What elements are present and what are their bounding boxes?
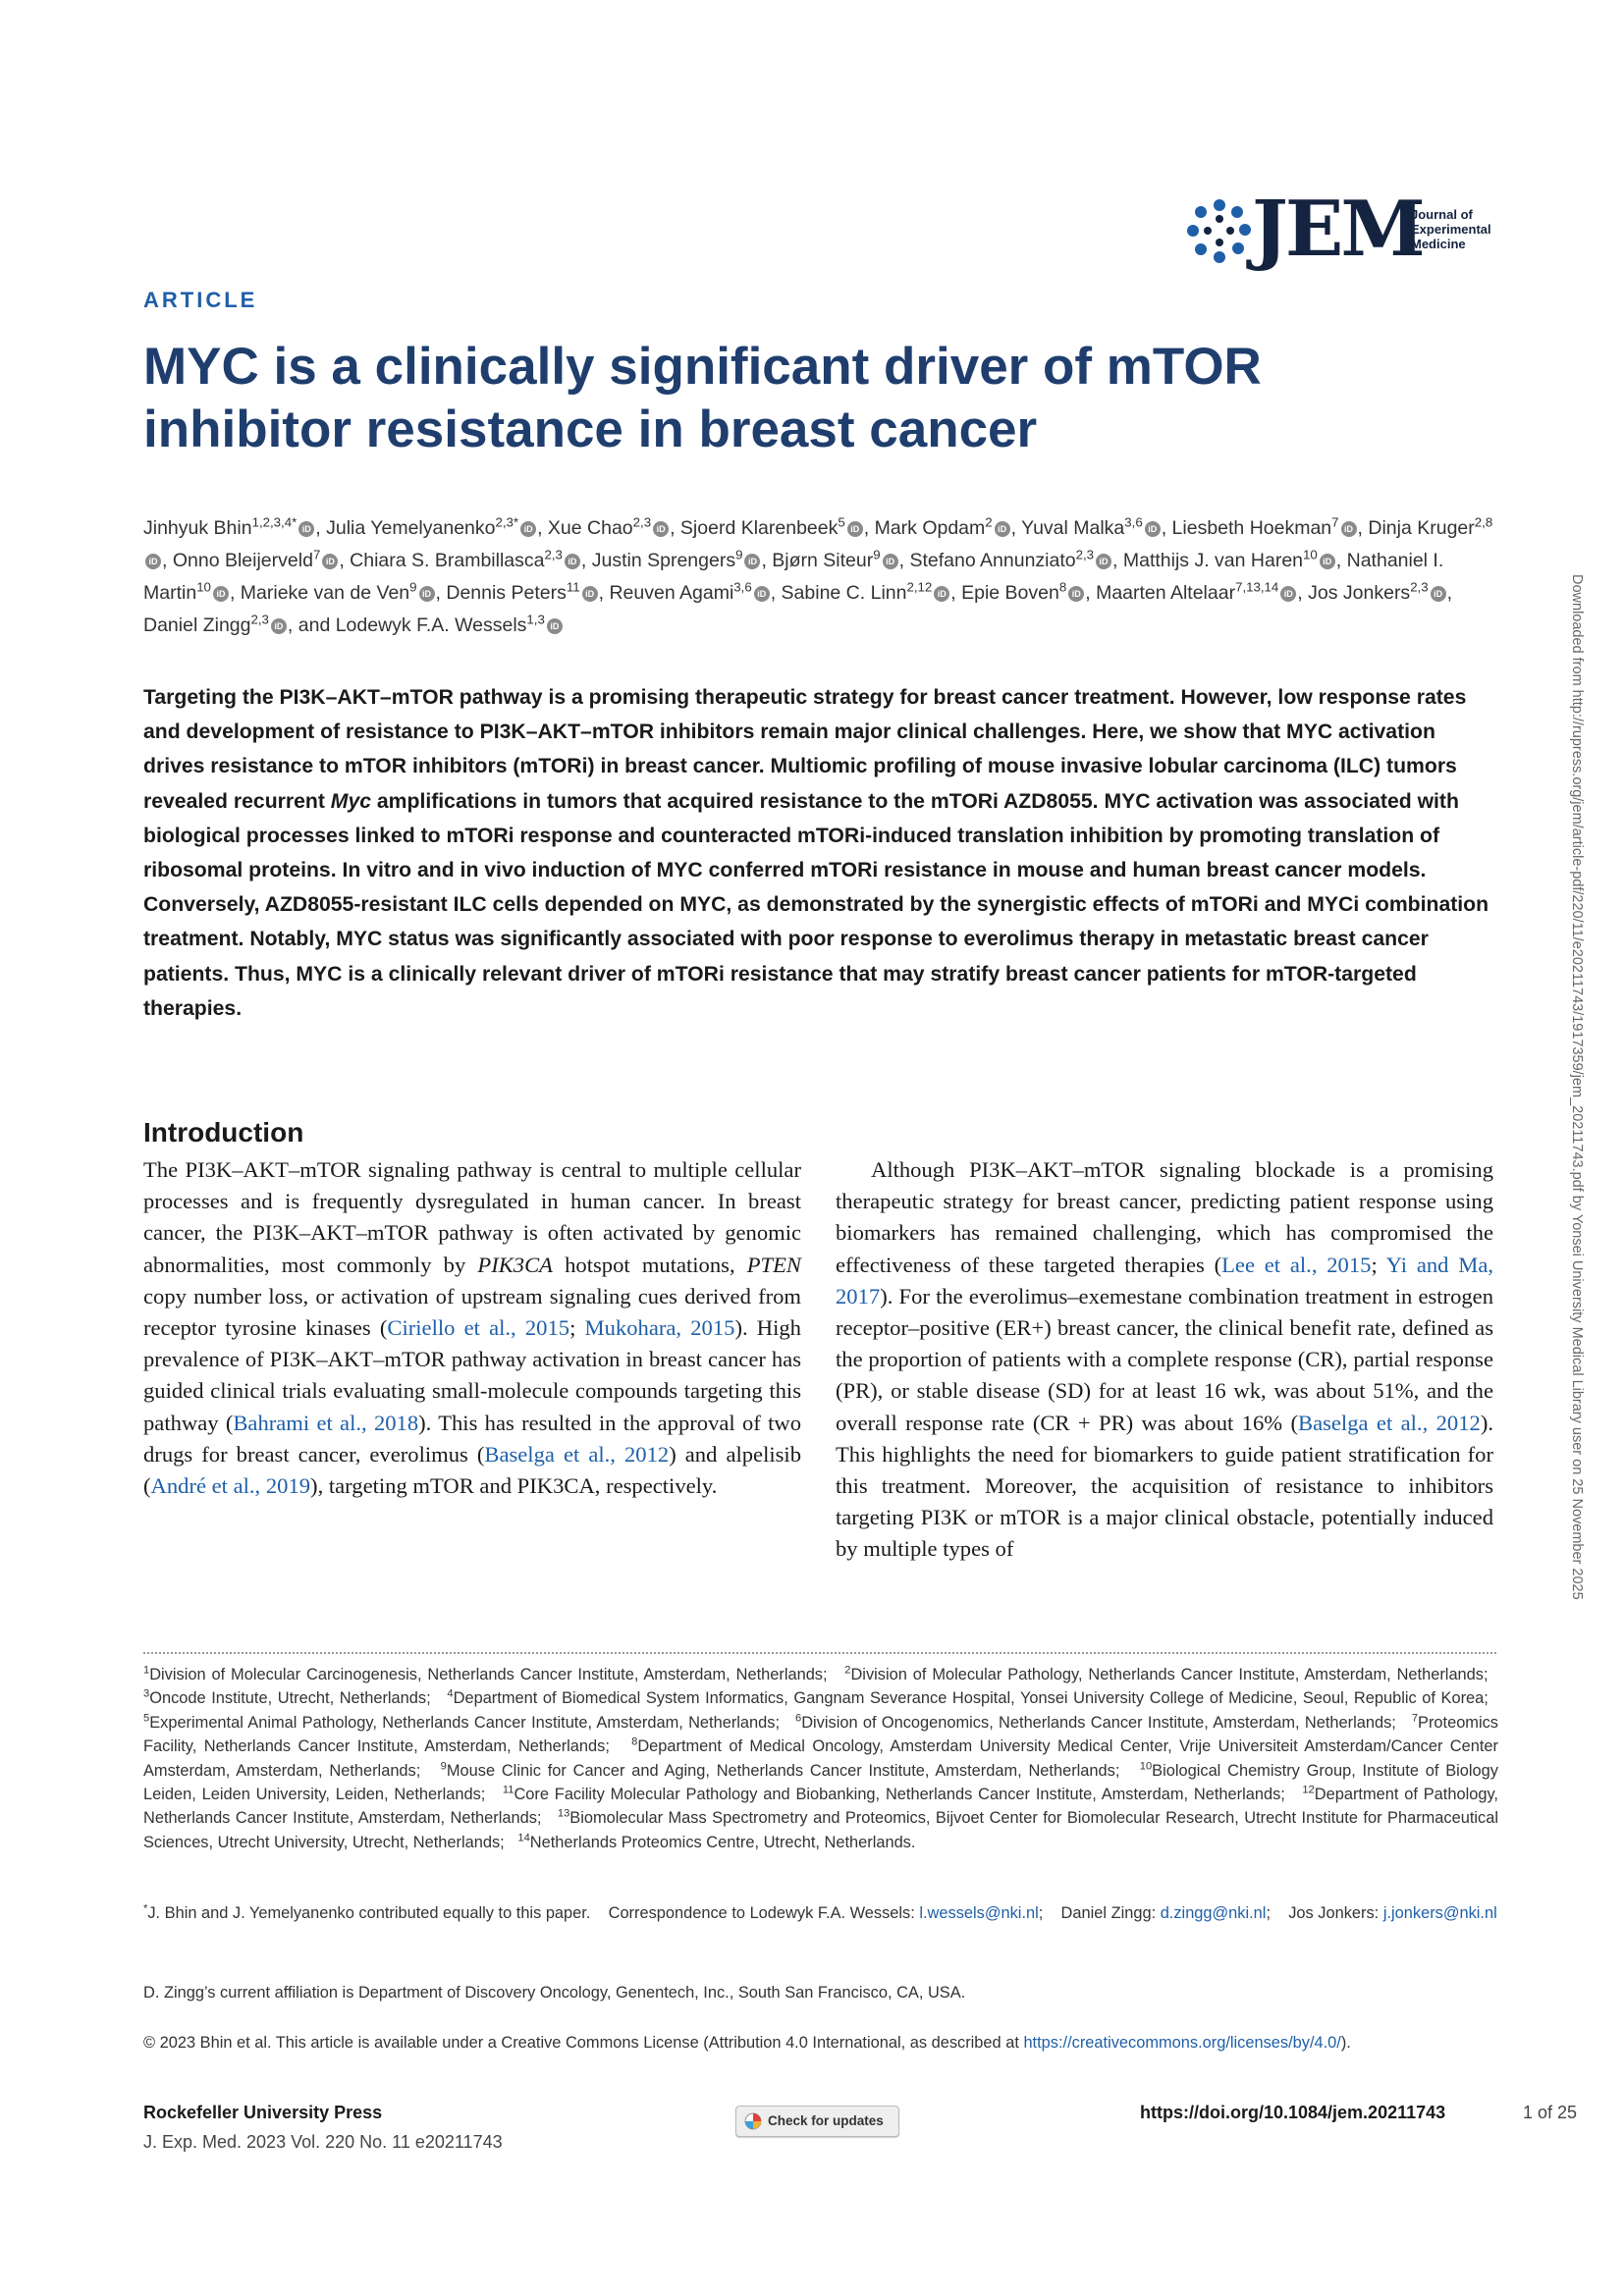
jem-logo-fullname: Journal of Experimental Medicine bbox=[1411, 207, 1491, 251]
citation-link[interactable]: André et al., 2019 bbox=[150, 1473, 311, 1499]
author-affiliation-marker: 10 bbox=[1303, 547, 1318, 562]
affiliation: $^{12}$Department of Pathology, Netherlands Cancer Institute, Amsterdam, Netherlands; bbox=[143, 1784, 1498, 1828]
author: Jinhyuk Bhin$^{1,2,3,4*}$ iD , bbox=[143, 514, 327, 539]
license-link[interactable]: https://creativecommons.org/licenses/by/4.0/ bbox=[1023, 2034, 1341, 2052]
publisher-name: Rockefeller University Press bbox=[143, 2103, 383, 2122]
author-affiliation-marker: 8 bbox=[1058, 579, 1067, 595]
author-name: Matthijs J. van Haren bbox=[1122, 550, 1304, 571]
citation-link[interactable]: Baselga et al., 2012 bbox=[1298, 1410, 1481, 1435]
author-name: Nathaniel I. Martin bbox=[143, 550, 1444, 604]
author-name: Mark Opdam bbox=[874, 517, 986, 539]
author-affiliation-marker: 1,3 bbox=[526, 612, 545, 627]
orcid-icon[interactable]: iD bbox=[520, 521, 536, 537]
author: Sjoerd Klarenbeek$^5$ iD , bbox=[679, 514, 875, 539]
author-affiliation-marker: 7,13,14 bbox=[1235, 579, 1279, 595]
check-updates-label: Check for updates bbox=[768, 2113, 884, 2128]
author-affiliation-marker: 9 bbox=[735, 547, 743, 562]
orcid-icon[interactable]: iD bbox=[934, 586, 949, 602]
author: Reuven Agami$^{3,6}$ iD , bbox=[609, 579, 782, 604]
journal-citation: J. Exp. Med. 2023 Vol. 220 No. 11 e20211743 bbox=[143, 2132, 503, 2152]
email-link[interactable]: j.jonkers@nki.nl bbox=[1382, 1904, 1497, 1922]
author-name: Jos Jonkers bbox=[1308, 582, 1411, 604]
author-name: Dinja Kruger bbox=[1368, 517, 1475, 539]
author: Stefano Annunziato$^{2,3}$ iD , bbox=[909, 547, 1123, 571]
citation-link[interactable]: Mukohara, 2015 bbox=[584, 1315, 735, 1341]
section-heading-introduction: Introduction bbox=[143, 1117, 304, 1148]
author: Onno Bleijerveld$^7$ iD , bbox=[172, 547, 351, 571]
page-number: 1 of 25 bbox=[1523, 2103, 1578, 2122]
jem-logo-wordmark: JEM bbox=[1252, 185, 1423, 274]
orcid-icon[interactable]: iD bbox=[145, 554, 161, 569]
author-name: Justin Sprengers bbox=[591, 550, 736, 571]
affiliation: $^6$Division of Oncogenomics, Netherlands Cancer Institute, Amsterdam, Netherlands; bbox=[794, 1712, 1396, 1732]
author: Nathaniel I. Martin$^{10}$ iD , bbox=[143, 550, 1444, 604]
author-affiliation-marker: 7 bbox=[1331, 514, 1339, 530]
author-affiliation-marker: 2,3 bbox=[1075, 547, 1095, 562]
author-affiliation-marker: 9 bbox=[409, 579, 417, 595]
check-updates-icon bbox=[744, 2112, 762, 2130]
affiliation: $^3$Oncode Institute, Utrecht, Netherlands; bbox=[143, 1687, 431, 1708]
author: Julia Yemelyanenko$^{2,3*}$ iD , bbox=[326, 514, 548, 539]
author: Matthijs J. van Haren$^{10}$ iD , bbox=[1122, 547, 1347, 571]
author-affiliation-marker: 7 bbox=[312, 547, 321, 562]
author-name: Yuval Malka bbox=[1021, 517, 1125, 539]
author: Chiara S. Brambillasca$^{2,3}$ iD , bbox=[350, 547, 592, 571]
author: and Lodewyk F.A. Wessels$^{1,3}$ iD bbox=[298, 614, 564, 636]
author-name: Julia Yemelyanenko bbox=[326, 517, 496, 539]
abstract: Targeting the PI3K–AKT–mTOR pathway is a promising therapeutic strategy for breast cancer treatment. However, low response rates and development of resistance to PI3K–AKT–mTOR inhibitors remain major clinical challenges. Here, we show that MYC activation drives resistance to mTOR inhibitors (mTORi) in breast cancer. Multiomic profiling of mouse invasive lobular carcinoma (ILC) tumors revealed recurrent Myc amplifications in tumors that acquired resistance to the mTORi AZD8055. MYC activation was associated with biological processes linked to mTORi response and counteracted mTORi-induced translation inhibition by promoting translation of ribosomal proteins. In vitro and in vivo induction of MYC conferred mTORi resistance in mouse and human breast cancer models. Conversely, AZD8055-resistant ILC cells depended on MYC, as demonstrated by the synergistic effects of mTORi and MYCi combination treatment. Notably, MYC status was significantly associated with poor response to everolimus therapy in metastatic breast cancer patients. Thus, MYC is a clinically relevant driver of mTORi resistance that may stratify breast cancer patients for mTOR-targeted therapies. bbox=[143, 686, 1489, 1020]
orcid-icon[interactable]: iD bbox=[883, 554, 898, 569]
download-notice: Downloaded from http://rupress.org/jem/article-pdf/220/11/e20211743/1917359/jem_20211743.pdf by Yonsei University Medical Library user on 25 November 2025 bbox=[1569, 574, 1585, 1600]
orcid-icon[interactable]: iD bbox=[1096, 554, 1111, 569]
license-note: © 2023 Bhin et al. This article is available under a Creative Commons License (Attribution 4.0 International, as described at https://creativecommons.org/licenses/by/4.0/). bbox=[143, 2034, 1351, 2052]
author-name: Chiara S. Brambillasca bbox=[350, 550, 545, 571]
citation-link[interactable]: Ciriello et al., 2015 bbox=[387, 1315, 570, 1341]
author: Dennis Peters$^{11}$ iD , bbox=[446, 579, 610, 604]
author-affiliation-marker: 2,3 bbox=[1410, 579, 1429, 595]
affiliation: $^9$Mouse Clinic for Cancer and Aging, Netherlands Cancer Institute, Amsterdam, Netherlands; bbox=[440, 1760, 1120, 1780]
orcid-icon[interactable]: iD bbox=[1280, 586, 1296, 602]
author: Maarten Altelaar$^{7,13,14}$ iD , bbox=[1096, 579, 1309, 604]
article-type-label: ARTICLE bbox=[143, 288, 258, 312]
affiliation: $^7$Proteomics Facility, Netherlands Cancer Institute, Amsterdam, Netherlands; bbox=[143, 1712, 1498, 1756]
orcid-icon[interactable]: iD bbox=[1431, 586, 1446, 602]
affiliations bbox=[143, 1663, 1498, 1854]
author: Marieke van de Ven$^9$ iD , bbox=[240, 579, 447, 604]
author: Justin Sprengers$^9$ iD , bbox=[591, 547, 773, 571]
orcid-icon[interactable]: iD bbox=[1068, 586, 1084, 602]
author: Jos Jonkers$^{2,3}$ iD , bbox=[1308, 579, 1453, 604]
affiliation: $^4$Department of Biomedical System Informatics, Gangnam Severance Hospital, Yonsei University College of Medicine, Seoul, Republic of Korea; bbox=[447, 1687, 1489, 1708]
email-link[interactable]: l.wessels@nki.nl bbox=[919, 1904, 1039, 1922]
affiliation: $^{11}$Core Facility Molecular Pathology and Biobanking, Netherlands Cancer Institute, Amsterdam, Netherlands; bbox=[502, 1784, 1285, 1804]
jem-logo bbox=[1183, 185, 1507, 274]
orcid-icon[interactable]: iD bbox=[322, 554, 338, 569]
article-title: MYC is a clinically significant driver of mTOR inhibitor resistance in breast cancer bbox=[143, 338, 1262, 458]
check-for-updates-button[interactable] bbox=[735, 2106, 899, 2137]
author-name: Maarten Altelaar bbox=[1096, 582, 1236, 604]
orcid-icon[interactable]: iD bbox=[1145, 521, 1161, 537]
author-affiliation-marker: 3,6 bbox=[733, 579, 752, 595]
author-affiliation-marker: 2 bbox=[985, 514, 993, 530]
author-name: Stefano Annunziato bbox=[909, 550, 1076, 571]
author-name: Dennis Peters bbox=[446, 582, 567, 604]
affiliation: $^2$Division of Molecular Pathology, Netherlands Cancer Institute, Amsterdam, Netherlands; bbox=[844, 1664, 1489, 1683]
author: Liesbeth Hoekman$^7$ iD , bbox=[1171, 514, 1369, 539]
author-affiliation-marker: 1,2,3,4* bbox=[251, 514, 298, 530]
author-affiliation-marker: 2,3 bbox=[632, 514, 652, 530]
author-name: Lodewyk F.A. Wessels bbox=[335, 614, 527, 636]
doi-link[interactable]: https://doi.org/10.1084/jem.20211743 bbox=[1140, 2103, 1446, 2122]
affiliation: $^8$Department of Medical Oncology, Amsterdam University Medical Center, Vrije Universiteit Amsterdam/Cancer Center Amsterdam, Amsterdam, Netherlands; bbox=[143, 1735, 1499, 1780]
citation-link[interactable]: Lee et al., 2015 bbox=[1221, 1252, 1372, 1277]
author-name: Jinhyuk Bhin bbox=[143, 517, 252, 539]
author-name: Bjørn Siteur bbox=[772, 550, 874, 571]
orcid-icon[interactable]: iD bbox=[213, 586, 229, 602]
affiliation: $^{10}$Biological Chemistry Group, Institute of Biology Leiden, Leiden University, Leiden, Netherlands; bbox=[143, 1760, 1498, 1804]
citation-link[interactable]: Yi and Ma, 2017 bbox=[836, 1252, 1493, 1308]
author-name: Xue Chao bbox=[547, 517, 633, 539]
orcid-icon[interactable]: iD bbox=[653, 521, 669, 537]
author-affiliation-marker: 2,12 bbox=[906, 579, 933, 595]
author-affiliation-marker: 5 bbox=[838, 514, 845, 530]
author-name: Onno Bleijerveld bbox=[172, 550, 313, 571]
author: Yuval Malka$^{3,6}$ iD , bbox=[1021, 514, 1172, 539]
author-name: Sabine C. Linn bbox=[781, 582, 907, 604]
author-name: Sjoerd Klarenbeek bbox=[679, 517, 839, 539]
citation-link[interactable]: Baselga et al., 2012 bbox=[484, 1441, 670, 1467]
affiliation: $^1$Division of Molecular Carcinogenesis, Netherlands Cancer Institute, Amsterdam, Netherlands; bbox=[143, 1664, 828, 1683]
affiliation: $^5$Experimental Animal Pathology, Netherlands Cancer Institute, Amsterdam, Netherlands; bbox=[143, 1712, 781, 1732]
affiliation: $^{13}$Biomolecular Mass Spectrometry and Proteomics, Bijvoet Center for Biomolecular Research, Utrecht Institute for Pharmaceutical Sciences, Utrecht University, Utrecht, Netherlands; bbox=[143, 1807, 1499, 1851]
author-affiliation-marker: 2,3 bbox=[250, 612, 269, 627]
equal-contribution-note: *J. Bhin and J. Yemelyanenko contributed equally to this paper. Correspondence to Lodewyk F.A. Wessels: l.wessels@nki.nl; Daniel Zingg: d.zingg@nki.nl; Jos Jonkers: j.jonkers@nki.nl bbox=[143, 1902, 1497, 1922]
jem-logo-mark-icon bbox=[1183, 195, 1256, 268]
author: Dinja Kruger$^{2,8}$iD , bbox=[143, 517, 1492, 571]
author: Epie Boven$^8$ iD , bbox=[961, 579, 1097, 604]
author-name: Marieke van de Ven bbox=[240, 582, 410, 604]
footnote-divider bbox=[143, 1652, 1496, 1654]
author-affiliation-marker: 3,6 bbox=[1124, 514, 1143, 530]
orcid-icon[interactable]: iD bbox=[754, 586, 770, 602]
orcid-icon[interactable]: iD bbox=[298, 521, 314, 537]
author: Bjørn Siteur$^9$ iD , bbox=[772, 547, 910, 571]
author-affiliation-marker: 2,3* bbox=[495, 514, 519, 530]
author-affiliation-marker: 2,8 bbox=[1474, 514, 1493, 530]
orcid-icon[interactable]: iD bbox=[565, 554, 580, 569]
author: Mark Opdam$^2$ iD , bbox=[874, 514, 1022, 539]
author-affiliation-marker: 9 bbox=[873, 547, 881, 562]
author-name: Reuven Agami bbox=[609, 582, 734, 604]
orcid-icon[interactable]: iD bbox=[582, 586, 598, 602]
author-name: Liesbeth Hoekman bbox=[1171, 517, 1332, 539]
current-affiliation-note: D. Zingg’s current affiliation is Department of Discovery Oncology, Genentech, Inc., South San Francisco, CA, USA. bbox=[143, 1984, 966, 2002]
orcid-icon[interactable]: iD bbox=[1341, 521, 1357, 537]
author: Sabine C. Linn$^{2,12}$ iD , bbox=[781, 579, 962, 604]
author-list bbox=[143, 512, 1498, 642]
author-name: Daniel Zingg bbox=[143, 614, 251, 636]
intro-text-right-column: Although PI3K–AKT–mTOR signaling blockade is a promising therapeutic strategy for breast cancer, predicting patient response using biomarkers has remained challenging, which has compromised the effectiveness of these targeted therapies (Lee et al., 2015; Yi and Ma, 2017). For the everolimus–exemestane combination treatment in estrogen receptor–positive (ER+) breast cancer, the clinical benefit rate, defined as the proportion of patients with a complete response (CR), partial response (PR), or stable disease (SD) for at least 16 wk, was about 51%, and the overall response rate (CR + PR) was about 16% (Baselga et al., 2012). This highlights the need for biomarkers to guide patient stratification for this treatment. Moreover, the acquisition of resistance to inhibitors targeting PI3K or mTOR is a major clinical obstacle, potentially induced by multiple types of bbox=[836, 1157, 1493, 1562]
email-link[interactable]: d.zingg@nki.nl bbox=[1160, 1904, 1267, 1922]
author: Xue Chao$^{2,3}$ iD , bbox=[547, 514, 680, 539]
orcid-icon[interactable]: iD bbox=[547, 618, 563, 634]
author: Daniel Zingg$^{2,3}$ iD , bbox=[143, 612, 298, 636]
author-affiliation-marker: 10 bbox=[196, 579, 211, 595]
orcid-icon[interactable]: iD bbox=[995, 521, 1010, 537]
author-name: Epie Boven bbox=[961, 582, 1059, 604]
orcid-icon[interactable]: iD bbox=[847, 521, 863, 537]
orcid-icon[interactable]: iD bbox=[1320, 554, 1335, 569]
orcid-icon[interactable]: iD bbox=[744, 554, 760, 569]
citation-link[interactable]: Bahrami et al., 2018 bbox=[233, 1410, 419, 1435]
author-affiliation-marker: 11 bbox=[566, 579, 580, 595]
orcid-icon[interactable]: iD bbox=[271, 618, 287, 634]
intro-text-left-column: The PI3K–AKT–mTOR signaling pathway is central to multiple cellular processes and is frequently dysregulated in human cancer. In breast cancer, the PI3K–AKT–mTOR pathway is often activated by genomic abnormalities, most commonly by PIK3CA hotspot mutations, PTEN copy number loss, or activation of upstream signaling cues derived from receptor tyrosine kinases (Ciriello et al., 2015; Mukohara, 2015). High prevalence of PI3K–AKT–mTOR pathway activation in breast cancer has guided clinical trials evaluating small-molecule compounds targeting this pathway (Bahrami et al., 2018). This has resulted in the approval of two drugs for breast cancer, everolimus (Baselga et al., 2012) and alpelisib (André et al., 2019), targeting mTOR and PIK3CA, respectively. bbox=[143, 1157, 802, 1499]
author-affiliation-marker: 2,3 bbox=[544, 547, 563, 562]
orcid-icon[interactable]: iD bbox=[419, 586, 435, 602]
affiliation: $^{14}$Netherlands Proteomics Centre, Utrecht, Netherlands. bbox=[517, 1832, 916, 1851]
